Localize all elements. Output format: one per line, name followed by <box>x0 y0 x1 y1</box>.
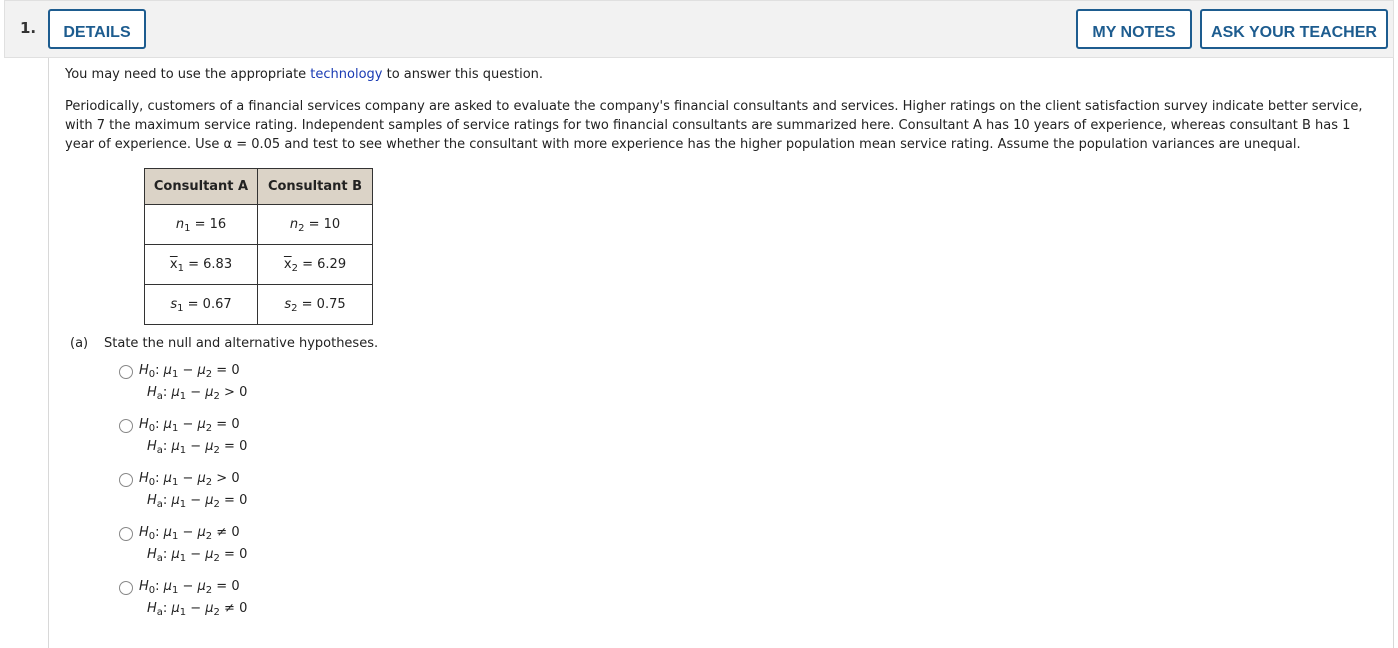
hypothesis-token: 1 <box>179 391 187 402</box>
table-cell <box>145 285 258 325</box>
table-row <box>145 285 373 325</box>
radio-button[interactable] <box>119 419 133 433</box>
hypothesis-token: : <box>162 493 172 508</box>
table-cell <box>258 205 373 245</box>
symbol: s <box>284 297 292 312</box>
ask-your-teacher-button[interactable]: ASK YOUR TEACHER <box>1200 9 1388 49</box>
table-header-consultant-b: Consultant B <box>258 169 373 205</box>
question-number: 1. <box>20 19 37 37</box>
hypothesis-token: μ <box>171 439 180 454</box>
hypothesis-token: μ <box>197 579 206 594</box>
hypothesis-token: H <box>139 363 149 378</box>
hypothesis-token: = 0 <box>219 493 248 508</box>
value: = 6.29 <box>297 257 347 272</box>
hypothesis-token: H <box>139 579 149 594</box>
null-hypothesis <box>139 417 240 432</box>
table-row <box>145 205 373 245</box>
intro-after: to answer this question. <box>382 67 544 82</box>
hypothesis-token: H <box>139 471 149 486</box>
hypothesis-token: μ <box>163 471 172 486</box>
hypothesis-token: 2 <box>213 445 220 456</box>
hypothesis-token: μ <box>163 525 172 540</box>
hypothesis-token: = 0 <box>219 439 248 454</box>
table-cell <box>258 285 373 325</box>
hypothesis-token: 1 <box>179 607 187 618</box>
hypothesis-token: = 0 <box>212 363 240 378</box>
hypothesis-token: μ <box>163 579 172 594</box>
hypothesis-token: 1 <box>171 477 179 488</box>
hypothesis-token: = 0 <box>212 579 240 594</box>
alternative-hypothesis <box>147 547 247 562</box>
table-row <box>145 245 373 285</box>
radio-button[interactable] <box>119 365 133 379</box>
hypothesis-token: μ <box>197 471 206 486</box>
question-body <box>48 58 1394 648</box>
hypothesis-token: 0 <box>148 477 156 488</box>
table-header-consultant-a: Consultant A <box>145 169 258 205</box>
null-hypothesis <box>139 525 240 540</box>
part-a-prompt <box>70 336 378 351</box>
hypothesis-token: a <box>156 553 163 564</box>
hypothesis-token: H <box>147 385 157 400</box>
hypothesis-token: − <box>178 579 198 594</box>
symbol: n <box>175 217 185 232</box>
hypothesis-token: : <box>155 471 164 486</box>
hypothesis-token: a <box>156 445 163 456</box>
hypothesis-token: : <box>162 547 172 562</box>
hypothesis-token: 2 <box>213 499 220 510</box>
part-a-text: State the null and alternative hypotheses. <box>104 336 379 351</box>
hypothesis-token: μ <box>205 547 214 562</box>
symbol: $\overline{x}$ <box>283 257 292 272</box>
hypothesis-token: 1 <box>171 531 179 542</box>
hypothesis-token: μ <box>197 417 206 432</box>
hypothesis-token: 2 <box>205 423 213 434</box>
hypothesis-token: μ <box>205 493 214 508</box>
hypothesis-token: μ <box>205 439 214 454</box>
value: = 16 <box>190 217 227 232</box>
hypothesis-token: H <box>139 417 149 432</box>
table-cell <box>145 205 258 245</box>
hypothesis-token: : <box>155 417 164 432</box>
hypothesis-token: 0 <box>148 423 156 434</box>
intro-before: You may need to use the appropriate <box>65 67 311 82</box>
hypothesis-token: 0 <box>148 531 156 542</box>
null-hypothesis <box>139 363 240 378</box>
symbol: n <box>289 217 299 232</box>
hypothesis-token: − <box>178 525 198 540</box>
hypothesis-token: 2 <box>205 531 213 542</box>
hypothesis-token: μ <box>197 363 206 378</box>
radio-button[interactable] <box>119 527 133 541</box>
hypothesis-token: − <box>178 471 198 486</box>
hypothesis-token: 2 <box>213 553 220 564</box>
hypothesis-token: μ <box>205 385 214 400</box>
problem-statement: Periodically, customers of a financial services company are asked to evaluate the company's financial consultants and services. Higher ratings on the client satisfaction survey indicate better service, with 7 the maximum service rating. Independent samples of service ratings for two financial consultants are summarized here. Consultant A has 10 years of experience, whereas consultant B has 1 year of experience. Use α = 0.05 and test to see whether the consultant with more experience has the higher population mean service rating. Assume the population variances are unequal. <box>65 99 1363 152</box>
hypothesis-token: μ <box>171 547 180 562</box>
summary-table <box>144 168 373 325</box>
hypothesis-token: 1 <box>171 369 179 380</box>
hypothesis-token: a <box>156 391 163 402</box>
hypothesis-token: H <box>147 547 157 562</box>
value: = 0.75 <box>297 297 346 312</box>
hypothesis-token: μ <box>197 525 206 540</box>
null-hypothesis <box>139 471 240 486</box>
my-notes-button[interactable]: MY NOTES <box>1076 9 1192 49</box>
hypothesis-token: μ <box>205 601 214 616</box>
hypothesis-token: 1 <box>179 445 187 456</box>
hypothesis-token: : <box>155 363 164 378</box>
hypothesis-token: : <box>162 439 172 454</box>
hypothesis-token: − <box>186 385 206 400</box>
radio-button[interactable] <box>119 473 133 487</box>
table-cell <box>145 245 258 285</box>
hypothesis-token: 1 <box>171 585 179 596</box>
alternative-hypothesis <box>147 601 247 616</box>
value: = 0.67 <box>183 297 232 312</box>
symbol: s <box>170 297 178 312</box>
hypothesis-token: μ <box>163 363 172 378</box>
hypothesis-token: − <box>186 493 206 508</box>
hypothesis-token: μ <box>171 385 180 400</box>
hypothesis-token: H <box>147 601 157 616</box>
subscript: 1 <box>177 303 184 314</box>
hypothesis-token: 1 <box>171 423 179 434</box>
hypothesis-token: 2 <box>205 477 213 488</box>
hypothesis-token: − <box>186 439 206 454</box>
hypothesis-token: 2 <box>205 585 213 596</box>
alternative-hypothesis <box>147 493 247 508</box>
alternative-hypothesis <box>147 439 247 454</box>
hypothesis-token: : <box>155 525 164 540</box>
hypothesis-token: 2 <box>213 391 220 402</box>
table-header-row <box>145 169 373 205</box>
hypothesis-token: : <box>162 385 172 400</box>
hypothesis-token: μ <box>171 493 180 508</box>
part-a-label: (a) <box>70 336 89 351</box>
hypothesis-token: : <box>162 601 172 616</box>
hypothesis-token: 2 <box>213 607 220 618</box>
hypothesis-token: 1 <box>179 553 187 564</box>
value: = 6.83 <box>183 257 233 272</box>
hypothesis-token: : <box>155 579 164 594</box>
hypothesis-token: H <box>139 525 149 540</box>
hypothesis-token: H <box>147 439 157 454</box>
hypothesis-token: − <box>178 417 198 432</box>
hypothesis-token: 0 <box>148 585 156 596</box>
hypothesis-token: − <box>186 601 206 616</box>
hypothesis-token: μ <box>163 417 172 432</box>
subscript: 2 <box>291 263 298 274</box>
hypothesis-token: − <box>186 547 206 562</box>
alternative-hypothesis <box>147 385 247 400</box>
intro-text <box>65 67 543 82</box>
subscript: 1 <box>184 223 191 234</box>
technology-link[interactable]: technology <box>310 67 383 82</box>
hypothesis-token: − <box>178 363 198 378</box>
hypothesis-token: H <box>147 493 157 508</box>
hypothesis-token: a <box>156 607 163 618</box>
subscript: 2 <box>291 303 298 314</box>
hypothesis-token: = 0 <box>219 547 248 562</box>
hypothesis-token: a <box>156 499 163 510</box>
radio-button[interactable] <box>119 581 133 595</box>
hypothesis-token: 2 <box>205 369 213 380</box>
value: = 10 <box>304 217 341 232</box>
symbol: $\overline{x}$ <box>169 257 178 272</box>
hypothesis-token: μ <box>171 601 180 616</box>
details-button[interactable]: DETAILS <box>48 9 146 49</box>
hypothesis-token: 1 <box>179 499 187 510</box>
hypothesis-token: ≠ 0 <box>212 525 240 540</box>
hypothesis-token: ≠ 0 <box>219 601 248 616</box>
null-hypothesis <box>139 579 240 594</box>
hypothesis-token: = 0 <box>212 417 240 432</box>
subscript: 1 <box>177 263 184 274</box>
hypothesis-token: 0 <box>148 369 156 380</box>
hypothesis-token: > 0 <box>219 385 248 400</box>
hypothesis-token: > 0 <box>212 471 240 486</box>
table-cell <box>258 245 373 285</box>
subscript: 2 <box>298 223 305 234</box>
